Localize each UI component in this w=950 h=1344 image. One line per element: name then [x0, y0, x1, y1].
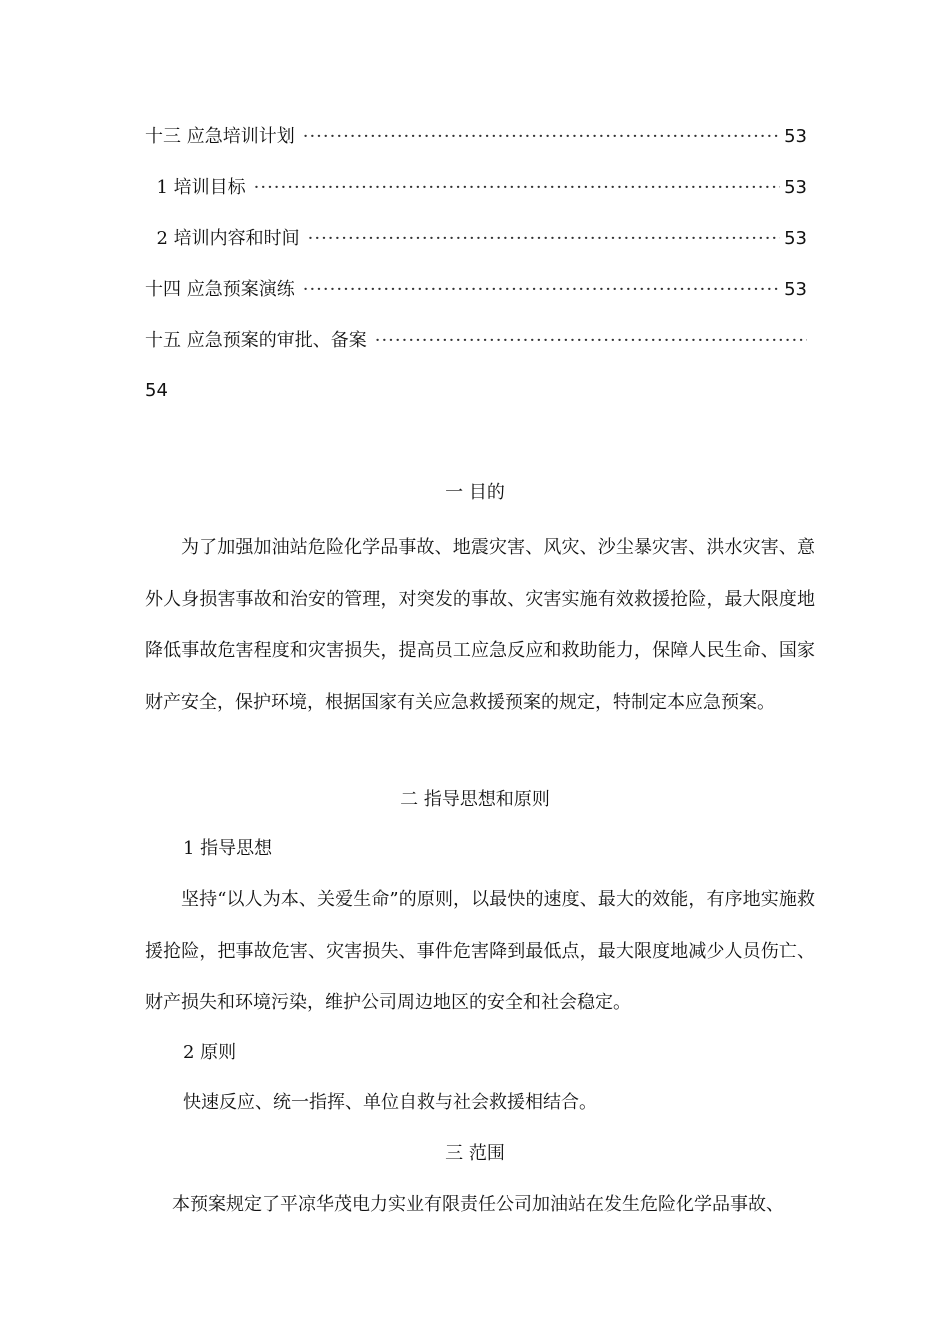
subsection-body: 快速反应、统一指挥、单位自救与社会救援相结合。	[183, 1092, 597, 1113]
section-body: 本预案规定了平凉华茂电力实业有限责任公司加油站在发生危险化学品事故、	[172, 1194, 784, 1215]
toc-entry-label: 十四 应急预案演练	[145, 279, 295, 300]
toc-entry-label: 1 培训目标	[145, 177, 246, 198]
toc-leader-dots	[254, 175, 780, 201]
toc-entry-page: 53	[784, 177, 807, 198]
subsection-body: 坚持“以人为本、关爱生命”的原则，以最快的速度、最大的效能，有序地实施救援抢险，把事故危害、灾害损失、事件危害降到最低点，最大限度地减少人员伤亡、财产损失和环境污染，维护公司周边地区的安全和社会稳定。	[145, 889, 815, 1013]
toc-entry[interactable]	[145, 277, 807, 303]
toc-entry[interactable]	[145, 328, 807, 354]
toc-leader-dots	[303, 124, 780, 150]
section-body: 为了加强加油站危险化学品事故、地震灾害、风灾、沙尘暴灾害、洪水灾害、意外人身损害事故和治安的管理，对突发的事故、灾害实施有效救援抢险，最大限度地降低事故危害程度和灾害损失，提高员工应急反应和救助能力，保障人民生命、国家财产安全，保护环境，根据国家有关应急救援预案的规定，特制定本应急预案。	[145, 537, 815, 713]
toc-overflow-page-number: 54	[145, 380, 168, 401]
toc-entry-page: 53	[784, 228, 807, 249]
toc-leader-dots	[303, 277, 780, 303]
toc-entry-label: 2 培训内容和时间	[145, 228, 300, 249]
toc-entry-page: 53	[784, 279, 807, 300]
toc-leader-dots	[375, 328, 807, 354]
subsection-heading: 2 原则	[183, 1042, 237, 1063]
section-heading: 二 指导思想和原则	[400, 789, 550, 810]
subsection-heading: 1 指导思想	[183, 838, 273, 859]
toc-entry[interactable]	[145, 175, 807, 201]
toc-entry-label: 十五 应急预案的审批、备案	[145, 330, 367, 351]
section-heading: 三 范围	[445, 1143, 505, 1164]
toc-entry[interactable]	[145, 124, 807, 150]
toc-entry[interactable]	[145, 226, 807, 252]
toc-entry-label: 十三 应急培训计划	[145, 126, 295, 147]
toc-leader-dots	[308, 226, 780, 252]
toc-entry-page: 53	[784, 126, 807, 147]
section-heading: 一 目的	[445, 482, 505, 503]
